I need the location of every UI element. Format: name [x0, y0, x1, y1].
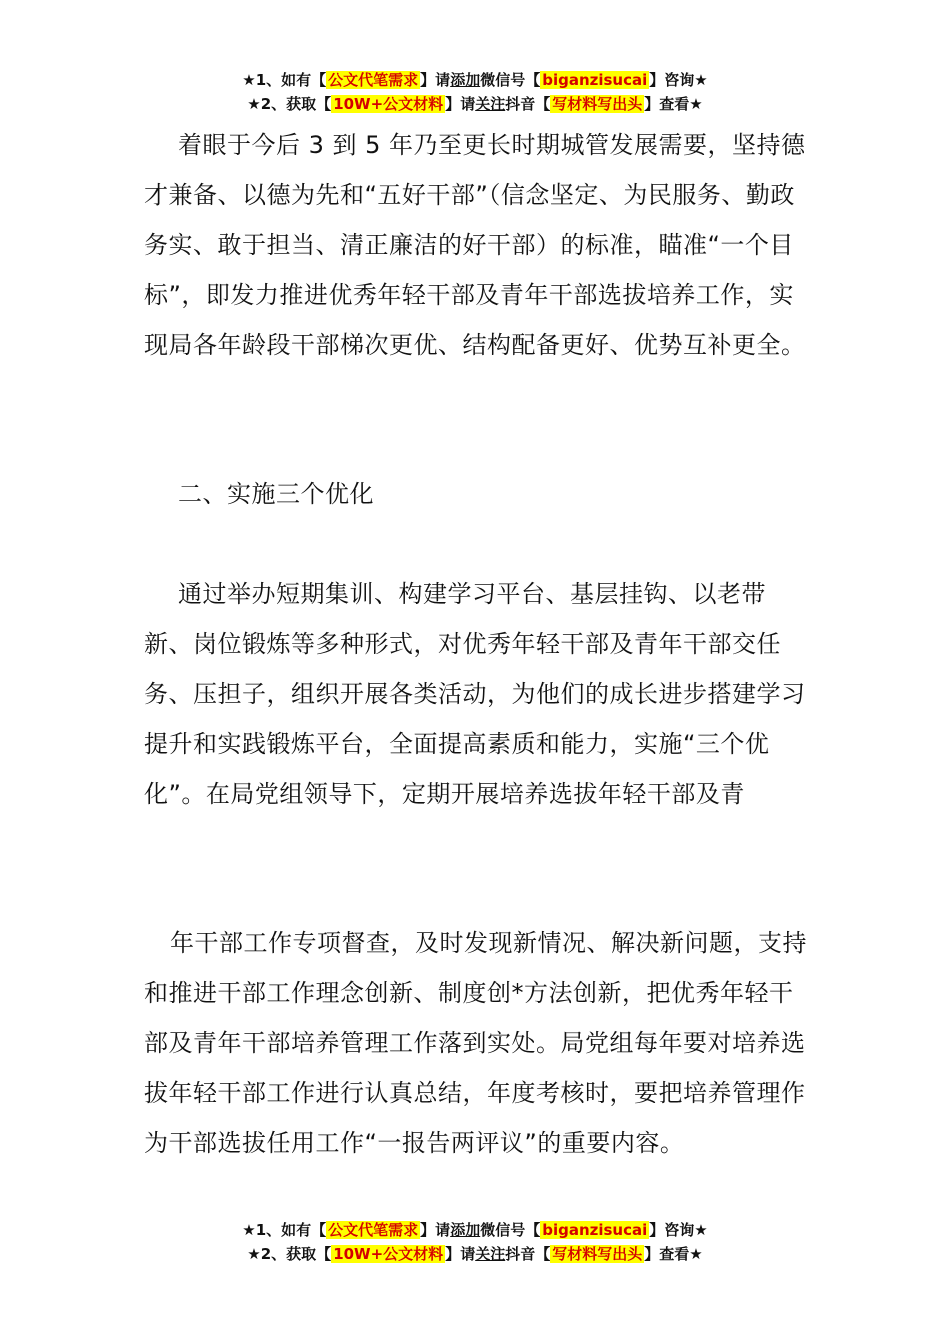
- banner-text: ★1、如有【: [242, 71, 327, 89]
- banner-text: ★1、如有【: [242, 1221, 327, 1239]
- banner-highlight: 公文代笔需求: [328, 1221, 419, 1239]
- banner-underline: 添加: [450, 1221, 481, 1239]
- banner-text: 】咨询★: [649, 1221, 708, 1239]
- paragraph-text: 着眼于今后 3 到 5 年乃至更长时期城管发展需要，坚持德才兼备、以德为先和“五好干部”（信念坚定、为民服务、勤政务实、敢于担当、清正廉洁的好干部）的标准，瞄准“一个目标”，即发力推进优秀年轻干部及青年干部选拔培养工作，实现局各年龄段干部梯次更优、结构配备更好、优势互补更全。: [144, 131, 806, 359]
- footer-banner-line1: [0, 1220, 950, 1240]
- banner-text: 抖音【: [505, 1245, 551, 1263]
- banner-text: 】咨询★: [649, 71, 708, 89]
- banner-highlight: biganzisucai: [542, 71, 648, 89]
- paragraph-1: [144, 120, 814, 370]
- banner-text: ★2、获取【: [247, 1245, 332, 1263]
- banner-text: 】查看★: [644, 1245, 703, 1263]
- section-heading-2: [144, 469, 814, 519]
- banner-text: 】请: [445, 95, 476, 113]
- banner-highlight: 10W+公文材料: [333, 95, 444, 113]
- footer-banner-line2: [0, 1244, 950, 1264]
- banner-highlight: 写材料写出头: [552, 95, 643, 113]
- paragraph-text: 年干部工作专项督查，及时发现新情况、解决新问题，支持和推进干部工作理念创新、制度创*方法创新，把优秀年轻干部及青年干部培养管理工作落到实处。局党组每年要对培养选拔年轻干部工作进行认真总结，年度考核时，要把培养管理作为干部选拔任用工作“一报告两评议”的重要内容。: [144, 929, 807, 1157]
- banner-text: ★2、获取【: [247, 95, 332, 113]
- paragraph-3: [144, 918, 814, 1168]
- banner-highlight: 公文代笔需求: [328, 71, 419, 89]
- banner-highlight: 写材料写出头: [552, 1245, 643, 1263]
- banner-text: 】请: [420, 71, 451, 89]
- heading-text: 二、实施三个优化: [178, 480, 374, 508]
- paragraph-text: 通过举办短期集训、构建学习平台、基层挂钩、以老带新、岗位锻炼等多种形式，对优秀年轻干部及青年干部交任务、压担子，组织开展各类活动，为他们的成长进步搭建学习提升和实践锻炼平台，全面提高素质和能力，实施“三个优化”。在局党组领导下，定期开展培养选拔年轻干部及青: [144, 580, 806, 808]
- banner-highlight: 10W+公文材料: [333, 1245, 444, 1263]
- banner-highlight: biganzisucai: [542, 1221, 648, 1239]
- banner-underline: 关注: [475, 95, 506, 113]
- banner-text: 】请: [420, 1221, 451, 1239]
- banner-underline: 添加: [450, 71, 481, 89]
- banner-text: 微信号【: [480, 1221, 541, 1239]
- banner-text: 】查看★: [644, 95, 703, 113]
- banner-underline: 关注: [475, 1245, 506, 1263]
- banner-text: 抖音【: [505, 95, 551, 113]
- banner-text: 】请: [445, 1245, 476, 1263]
- paragraph-2: [144, 569, 814, 819]
- header-banner-line1: [0, 70, 950, 90]
- banner-text: 微信号【: [480, 71, 541, 89]
- header-banner-line2: [0, 94, 950, 114]
